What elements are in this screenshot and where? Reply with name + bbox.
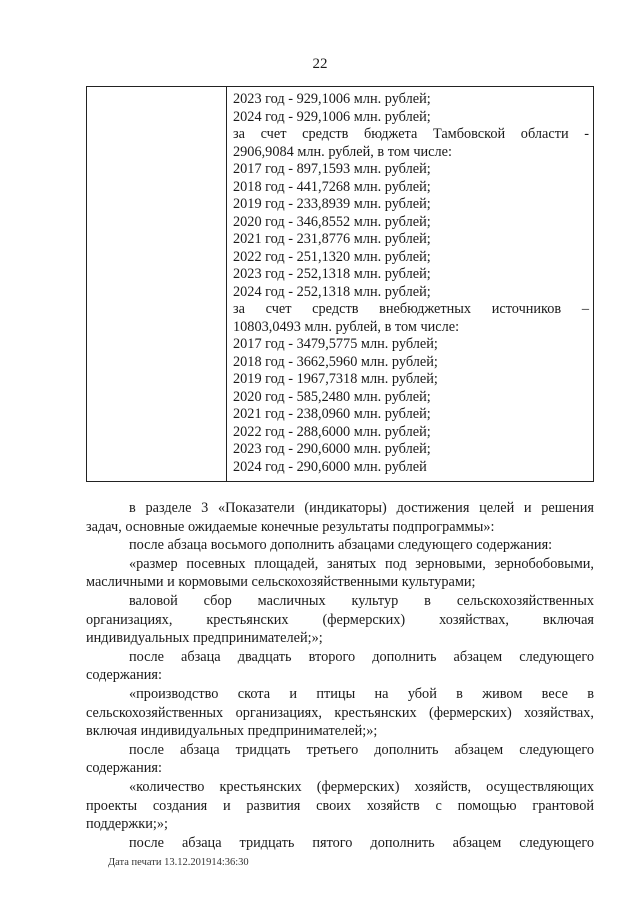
table-line: 2021 год - 238,0960 млн. рублей; bbox=[233, 406, 431, 422]
print-date-footer: Дата печати 13.12.201914:36:30 bbox=[108, 857, 249, 868]
table-line: 2024 год - 252,1318 млн. рублей; bbox=[233, 283, 431, 300]
body-paragraph-line: после абзаца восьмого дополнить абзацами следующего содержания: bbox=[129, 537, 553, 554]
document-body bbox=[86, 499, 594, 852]
table-line: 2023 год - 252,1318 млн. рублей; bbox=[233, 266, 431, 282]
body-paragraph-line: после абзаца тридцать пятого дополнить абзацем следующего bbox=[129, 834, 594, 851]
body-paragraph-line: содержания: bbox=[86, 667, 162, 684]
body-paragraph-line: «производство скота и птицы на убой в живом весе в bbox=[129, 685, 594, 702]
body-paragraph-line: после абзаца двадцать второго дополнить абзацем следующего bbox=[129, 648, 594, 665]
table-line: 2024 год - 290,6000 млн. рублей bbox=[233, 458, 427, 475]
body-paragraph-line: после абзаца тридцать третьего дополнить абзацем следующего bbox=[129, 741, 594, 758]
body-paragraph-line: индивидуальных предпринимателей;»; bbox=[86, 630, 323, 647]
table-column-divider bbox=[226, 87, 227, 481]
body-paragraph-line: содержания: bbox=[86, 760, 162, 777]
body-paragraph-line: проекты создания и развития своих хозяйств с помощью грантовой bbox=[86, 797, 594, 814]
table-line: 2017 год - 3479,5775 млн. рублей; bbox=[233, 336, 438, 352]
table-line: 2017 год - 897,1593 млн. рублей; bbox=[233, 161, 431, 177]
body-paragraph-line: валовой сбор масличных культур в сельскохозяйственных bbox=[129, 592, 594, 609]
table-line: 2022 год - 251,1320 млн. рублей; bbox=[233, 248, 431, 265]
table-line: 2018 год - 3662,5960 млн. рублей; bbox=[233, 353, 438, 370]
body-paragraph-line: в разделе 3 «Показатели (индикаторы) достижения целей и решения bbox=[129, 500, 594, 516]
body-paragraph-line: сельскохозяйственных организациях, крестьянских (фермерских) хозяйствах, bbox=[86, 704, 594, 721]
table-line: за счет средств внебюджетных источников – bbox=[233, 301, 589, 317]
table-line: 2019 год - 1967,7318 млн. рублей; bbox=[233, 371, 438, 387]
table-line: 2020 год - 346,8552 млн. рублей; bbox=[233, 213, 431, 230]
body-paragraph-line: задач, основные ожидаемые конечные результаты подпрограммы»: bbox=[86, 518, 495, 535]
financing-table bbox=[86, 86, 594, 482]
table-line: 2023 год - 929,1006 млн. рублей; bbox=[233, 91, 431, 107]
body-paragraph-line: «количество крестьянских (фермерских) хозяйств, осуществляющих bbox=[129, 778, 594, 795]
table-line: 2018 год - 441,7268 млн. рублей; bbox=[233, 178, 431, 195]
table-line: за счет средств бюджета Тамбовской области - bbox=[233, 126, 589, 142]
body-paragraph-line: поддержки;»; bbox=[86, 816, 168, 833]
body-paragraph-line: организациях, крестьянских (фермерских) хозяйствах, включая bbox=[86, 611, 594, 628]
table-line: 2022 год - 288,6000 млн. рублей; bbox=[233, 423, 431, 440]
page-number: 22 bbox=[312, 56, 328, 72]
table-line: 2021 год - 231,8776 млн. рублей; bbox=[233, 231, 431, 247]
body-paragraph-line: масличными и кормовыми сельскохозяйственными культурами; bbox=[86, 574, 476, 591]
table-line: 2023 год - 290,6000 млн. рублей; bbox=[233, 441, 431, 457]
table-line: 10803,0493 млн. рублей, в том числе: bbox=[233, 318, 460, 335]
body-paragraph-line: «размер посевных площадей, занятых под зерновыми, зернобобовыми, bbox=[129, 555, 594, 572]
table-cell-financing-text bbox=[233, 91, 589, 476]
table-line: 2906,9084 млн. рублей, в том числе: bbox=[233, 143, 452, 160]
table-line: 2024 год - 929,1006 млн. рублей; bbox=[233, 108, 431, 125]
table-line: 2019 год - 233,8939 млн. рублей; bbox=[233, 196, 431, 212]
table-line: 2020 год - 585,2480 млн. рублей; bbox=[233, 388, 431, 405]
body-paragraph-line: включая индивидуальных предпринимателей;»; bbox=[86, 723, 378, 740]
